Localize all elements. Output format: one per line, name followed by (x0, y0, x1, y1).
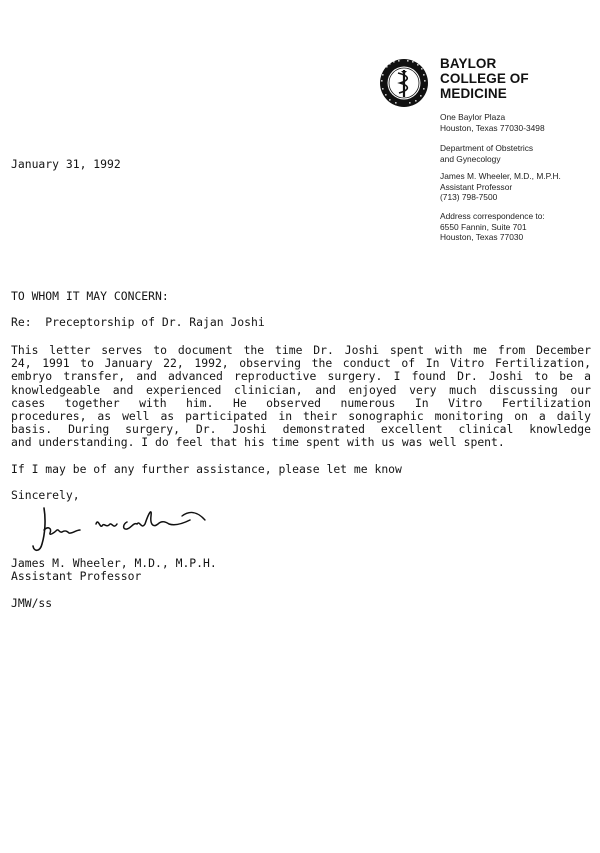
sender-info (440, 171, 595, 203)
body-line: 24, 1991 to January 22, 1992, observing the conduct of In Vitro Fertilization, (11, 356, 591, 371)
sender-line-2: Assistant Professor (440, 181, 513, 192)
institution-address (440, 112, 595, 133)
body-paragraph (11, 344, 596, 450)
salutation: TO WHOM IT MAY CONCERN: (11, 289, 169, 303)
correspondence-line-1: Address correspondence to: (440, 211, 545, 221)
sender-line-1: James M. Wheeler, M.D., M.P.H. (440, 171, 561, 181)
closing: Sincerely, (11, 488, 80, 502)
correspondence-line-3: Houston, Texas 77030 (440, 232, 524, 243)
body-line: procedures, as well as participated in their sonographic monitoring on a daily (11, 409, 591, 424)
address-line-1: One Baylor Plaza (440, 112, 506, 122)
body-line: cases together with him. He observed numerous In Vitro Fertilization (11, 395, 591, 410)
department-name (440, 143, 595, 164)
institution-name-line-3: MEDICINE (440, 86, 507, 101)
college-seal-icon (379, 58, 429, 108)
institution-name-line-1: BAYLOR (440, 56, 497, 71)
signer-name: James M. Wheeler, M.D., M.P.H. (11, 556, 217, 570)
signer-title: Assistant Professor (11, 569, 142, 583)
handwritten-signature (30, 500, 220, 560)
department-line-1: Department of Obstetrics (440, 143, 534, 153)
body-line: basis. During surgery, Dr. Joshi demonstrated excellent clinical knowledge (11, 422, 591, 437)
closing-paragraph: If I may be of any further assistance, please let me know (11, 462, 402, 476)
body-line: knowledgeable and experienced clinician, and enjoyed very much discussing our (11, 382, 591, 397)
body-line: This letter serves to document the time Dr. Joshi spent with me from December (11, 343, 591, 357)
institution-name (440, 56, 590, 101)
institution-name-line-2: COLLEGE OF (440, 71, 529, 86)
reference-initials: JMW/ss (11, 596, 53, 610)
letter-date: January 31, 1992 (11, 157, 121, 171)
department-line-2: and Gynecology (440, 153, 501, 164)
correspondence-line-2: 6550 Fannin, Suite 701 (440, 221, 527, 232)
body-line: embryo transfer, and advanced reproductive surgery. I found Dr. Joshi to be a (11, 369, 591, 384)
body-line: and understanding. I do feel that his time spent with us was well spent. (11, 435, 505, 450)
address-line-2: Houston, Texas 77030-3498 (440, 122, 545, 133)
subject-line: Re: Preceptorship of Dr. Rajan Joshi (11, 315, 265, 329)
correspondence-address (440, 211, 595, 243)
sender-line-3: (713) 798-7500 (440, 192, 498, 203)
